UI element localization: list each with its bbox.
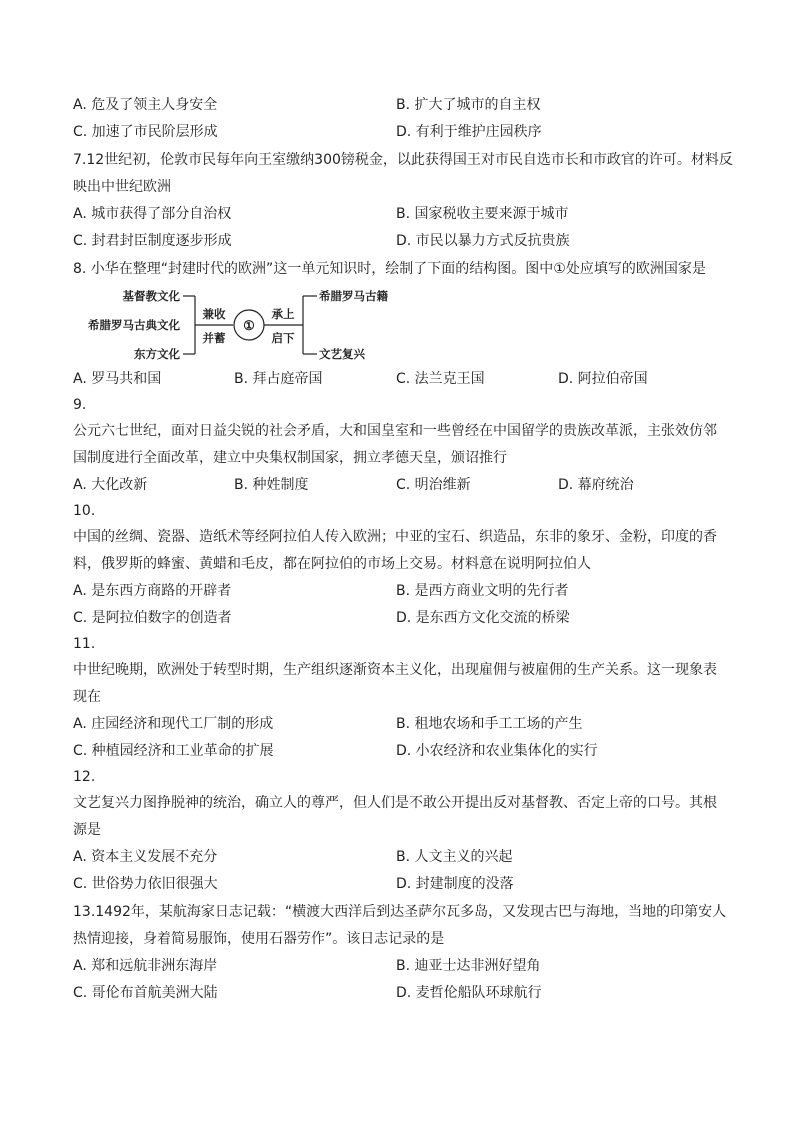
q8-option-a: A. 罗马共和国 [73,371,162,387]
q12-option-d: D. 封建制度的没落 [396,876,514,892]
q11-option-d: D. 小农经济和农业集体化的实行 [396,743,598,759]
diagram-left-bottom: 东方文化 [134,347,180,361]
q7-option-c: C. 封君封臣制度逐步形成 [73,233,232,249]
q7-stem-line2: 映出中世纪欧洲 [73,179,171,195]
diagram-right-bottom: 文艺复兴 [319,347,365,361]
q13-option-d: D. 麦哲伦船队环球航行 [396,985,542,1001]
q12-option-b: B. 人文主义的兴起 [396,849,513,865]
q12-stem-line1: 文艺复兴力图挣脱神的统治，确立人的尊严，但人们是不敢公开提出反对基督教、否定上帝的口号。其根 [73,795,717,811]
diagram-left-mid: 希腊罗马古典文化 [88,318,180,332]
q7-option-b: B. 国家税收主要来源于城市 [396,206,569,222]
q8-stem: 8. 小华在整理“封建时代的欧洲”这一单元知识时，绘制了下面的结构图。图中①处应填写的欧洲国家是 [73,261,706,277]
q11-number: 11. [73,636,96,652]
diagram-left-top: 基督教文化 [122,289,180,303]
q8-option-d: D. 阿拉伯帝国 [558,371,648,387]
diagram-right-top: 希腊罗马古籍 [319,289,388,303]
diagram-mid-right-top: 承上 [271,307,295,321]
q13-stem-line1: 13.1492年，某航海家日志记载：“横渡大西洋后到达圣萨尔瓦多岛，又发现古巴与海地，当地的印第安人 [73,904,727,920]
q9-option-a: A. 大化改新 [73,477,148,493]
q7-option-a: A. 城市获得了部分自治权 [73,206,232,222]
q10-stem-line2: 料，俄罗斯的蜂蜜、黄蜡和毛皮，都在阿拉伯的市场上交易。材料意在说明阿拉伯人 [73,556,591,572]
diagram-mid-right-bottom: 启下 [271,331,295,345]
q10-option-d: D. 是东西方文化交流的桥梁 [396,610,570,626]
q10-stem-line1: 中国的丝绸、瓷器、造纸术等经阿拉伯人传入欧洲；中亚的宝石、织造品，东非的象牙、金粉，印度的香 [73,529,717,545]
q12-stem-line2: 源是 [73,822,101,838]
diagram-mid-left-bottom: 并蓄 [202,331,226,345]
q9-option-d: D. 幕府统治 [558,477,634,493]
q9-option-b: B. 种姓制度 [234,477,309,493]
q11-stem-line1: 中世纪晚期，欧洲处于转型时期，生产组织逐渐资本主义化，出现雇佣与被雇佣的生产关系。这一现象表 [73,662,717,678]
q9-stem-line1: 公元六七世纪，面对日益尖锐的社会矛盾，大和国皇室和一些曾经在中国留学的贵族改革派，主张效仿邻 [73,423,717,439]
q12-number: 12. [73,769,96,785]
q13-option-a: A. 郑和远航非洲东海岸 [73,958,218,974]
q11-option-c: C. 种植园经济和工业革命的扩展 [73,743,274,759]
q6-option-a: A. 危及了领主人身安全 [73,97,218,113]
q11-option-a: A. 庄园经济和现代工厂制的形成 [73,716,274,732]
q10-option-b: B. 是西方商业文明的先行者 [396,583,569,599]
q13-option-c: C. 哥伦布首航美洲大陆 [73,985,218,1001]
q8-option-b: B. 拜占庭帝国 [234,371,323,387]
structure-diagram [73,286,403,368]
q10-option-a: A. 是东西方商路的开辟者 [73,583,232,599]
diagram-circle-label: ① [243,319,255,334]
q11-stem-line2: 现在 [73,689,101,705]
q11-option-b: B. 租地农场和手工工场的产生 [396,716,583,732]
q6-option-d: D. 有利于维护庄园秩序 [396,124,542,140]
q8-option-c: C. 法兰克王国 [396,371,485,387]
q13-stem-line2: 热情迎接，身着简易服饰，使用石器劳作”。该日志记录的是 [73,931,445,947]
q9-option-c: C. 明治维新 [396,477,471,493]
q9-stem-line2: 国制度进行全面改革，建立中央集权制国家，拥立孝德天皇，颁诏推行 [73,450,507,466]
q7-stem-line1: 7.12世纪初，伦敦市民每年向王室缴纳300镑税金，以此获得国王对市民自选市长和市政官的许可。材料反 [73,152,733,168]
diagram-mid-left-top: 兼收 [202,307,226,321]
q10-option-c: C. 是阿拉伯数字的创造者 [73,610,232,626]
q13-option-b: B. 迪亚士达非洲好望角 [396,958,541,974]
q10-number: 10. [73,503,96,519]
q7-option-d: D. 市民以暴力方式反抗贵族 [396,233,570,249]
q6-option-c: C. 加速了市民阶层形成 [73,124,218,140]
q6-option-b: B. 扩大了城市的自主权 [396,97,541,113]
q12-option-c: C. 世俗势力依旧很强大 [73,876,218,892]
q9-number: 9. [73,397,87,413]
q12-option-a: A. 资本主义发展不充分 [73,849,218,865]
